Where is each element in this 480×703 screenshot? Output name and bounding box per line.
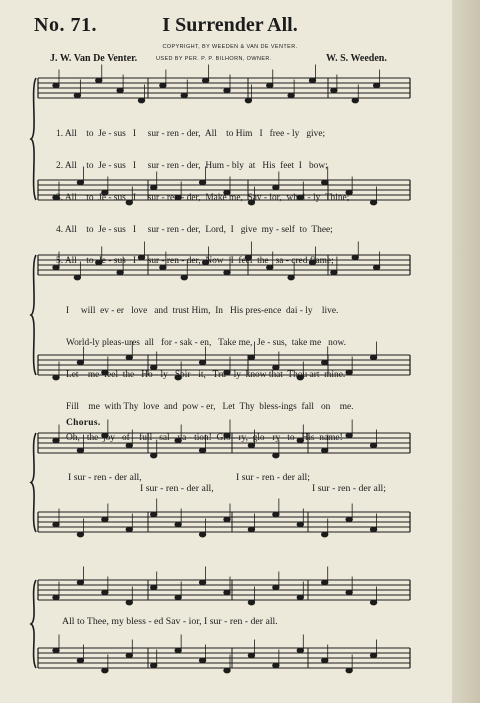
composer-credit: W. S. Weeden. [326,53,387,64]
chorus-lyric-3: All to Thee, my bless - ed Sav - ior, I sur - ren - der all. [62,616,278,627]
copyright-line: COPYRIGHT, BY WEEDEN & VAN DE VENTER. [162,44,298,50]
note-head [248,653,254,658]
note-head [297,648,303,653]
note-head [151,663,157,668]
note-head [199,580,205,585]
chorus-echo-1: I sur - ren - der all, [140,483,214,494]
note-head [77,532,83,537]
chorus-lyric-1: I sur - ren - der all, [68,472,142,483]
verse-lyrics-line-2 [66,285,354,455]
verse-1-lyric: 1. All to Je - sus I sur - ren - der, All to Him I free - ly give; [56,129,326,140]
note-head [267,83,273,88]
note-head [126,653,132,658]
note-head [53,375,59,380]
note-head [199,658,205,663]
note-head [273,512,279,517]
note-head [370,355,376,360]
verse-3-lyric-2: Let me feel the Ho - ly Spir - it, Tru - ly know that Thou art mine. [66,369,346,380]
hymn-number: No. 71. [34,14,97,36]
note-head [117,88,123,93]
chorus-lyric-2: I sur - ren - der all; [236,472,310,483]
note-head [175,522,181,527]
note-head [96,78,102,83]
note-head [181,93,187,98]
chorus-label: Chorus. [66,418,101,428]
hymn-title: I Surrender All. [162,14,298,36]
note-head [370,443,376,448]
note-head [331,88,337,93]
note-head [102,668,108,673]
note-head [151,512,157,517]
system-brace [31,78,36,200]
note-head [224,590,230,595]
note-head [53,438,59,443]
note-head [77,580,83,585]
note-head [53,595,59,600]
verse-5-lyric: 5. All to Je - sus I sur - ren - der, Now I feel the sa - cred flame; [56,256,334,267]
note-head [175,595,181,600]
note-head [297,522,303,527]
note-head [346,517,352,522]
note-head [288,93,294,98]
note-head [199,532,205,537]
note-head [373,83,379,88]
note-head [77,658,83,663]
note-head [352,98,358,103]
verse-1-lyric-2: I will ev - er love and trust Him, In His pres-ence dai - ly live. [66,306,339,317]
note-head [202,78,208,83]
note-head [370,200,376,205]
note-head [224,517,230,522]
note-head [346,590,352,595]
system-brace [31,255,36,375]
note-head [175,648,181,653]
note-head [151,585,157,590]
note-head [102,517,108,522]
note-head [126,527,132,532]
verse-3-lyric: 3. All to Je - sus I sur - ren - der, Make me, Sav - ior, whol - ly Thine; [56,192,350,203]
note-head [273,663,279,668]
note-head [74,93,80,98]
verse-4-lyric: 4. All to Je - sus I sur - ren - der, Lord, I give my - self to Thee; [56,224,333,235]
note-head [160,83,166,88]
note-head [322,658,328,663]
chorus-echo-2: I sur - ren - der all; [312,483,386,494]
system-brace [31,580,36,668]
note-head [322,580,328,585]
verse-5-lyric-2: Oh, the joy of full sal - va - tion! Glo - ry, glo - ry to His name! [66,433,343,444]
note-head [346,668,352,673]
note-head [53,522,59,527]
note-head [126,600,132,605]
note-head [224,668,230,673]
note-head [224,88,230,93]
verse-2-lyric-2: World-ly pleas-ures all for - sak - en, Take me, Je - sus, take me now. [66,337,347,348]
note-head [53,648,59,653]
note-head [102,590,108,595]
system-brace [31,433,36,532]
note-head [352,255,358,260]
verse-lyrics-line-1 [56,108,349,278]
note-head [370,527,376,532]
note-head [322,532,328,537]
used-by-line: USED BY PER. P. P. BILHORN, OWNER. [156,56,272,62]
note-head [248,600,254,605]
note-head [370,600,376,605]
note-head [373,265,379,270]
verse-4-lyric-2: Fill me with Thy love and pow - er, Let Thy bless-ings fall on me. [66,401,354,412]
note-head [273,585,279,590]
note-head [53,83,59,88]
note-head [297,595,303,600]
note-head [370,653,376,658]
note-head [245,98,251,103]
note-head [248,527,254,532]
note-head [138,98,144,103]
author-credit: J. W. Van De Venter. [50,53,138,64]
note-head [309,78,315,83]
verse-2-lyric: 2. All to Je - sus I sur - ren - der, Hum - bly at His feet I bow; [56,160,328,171]
